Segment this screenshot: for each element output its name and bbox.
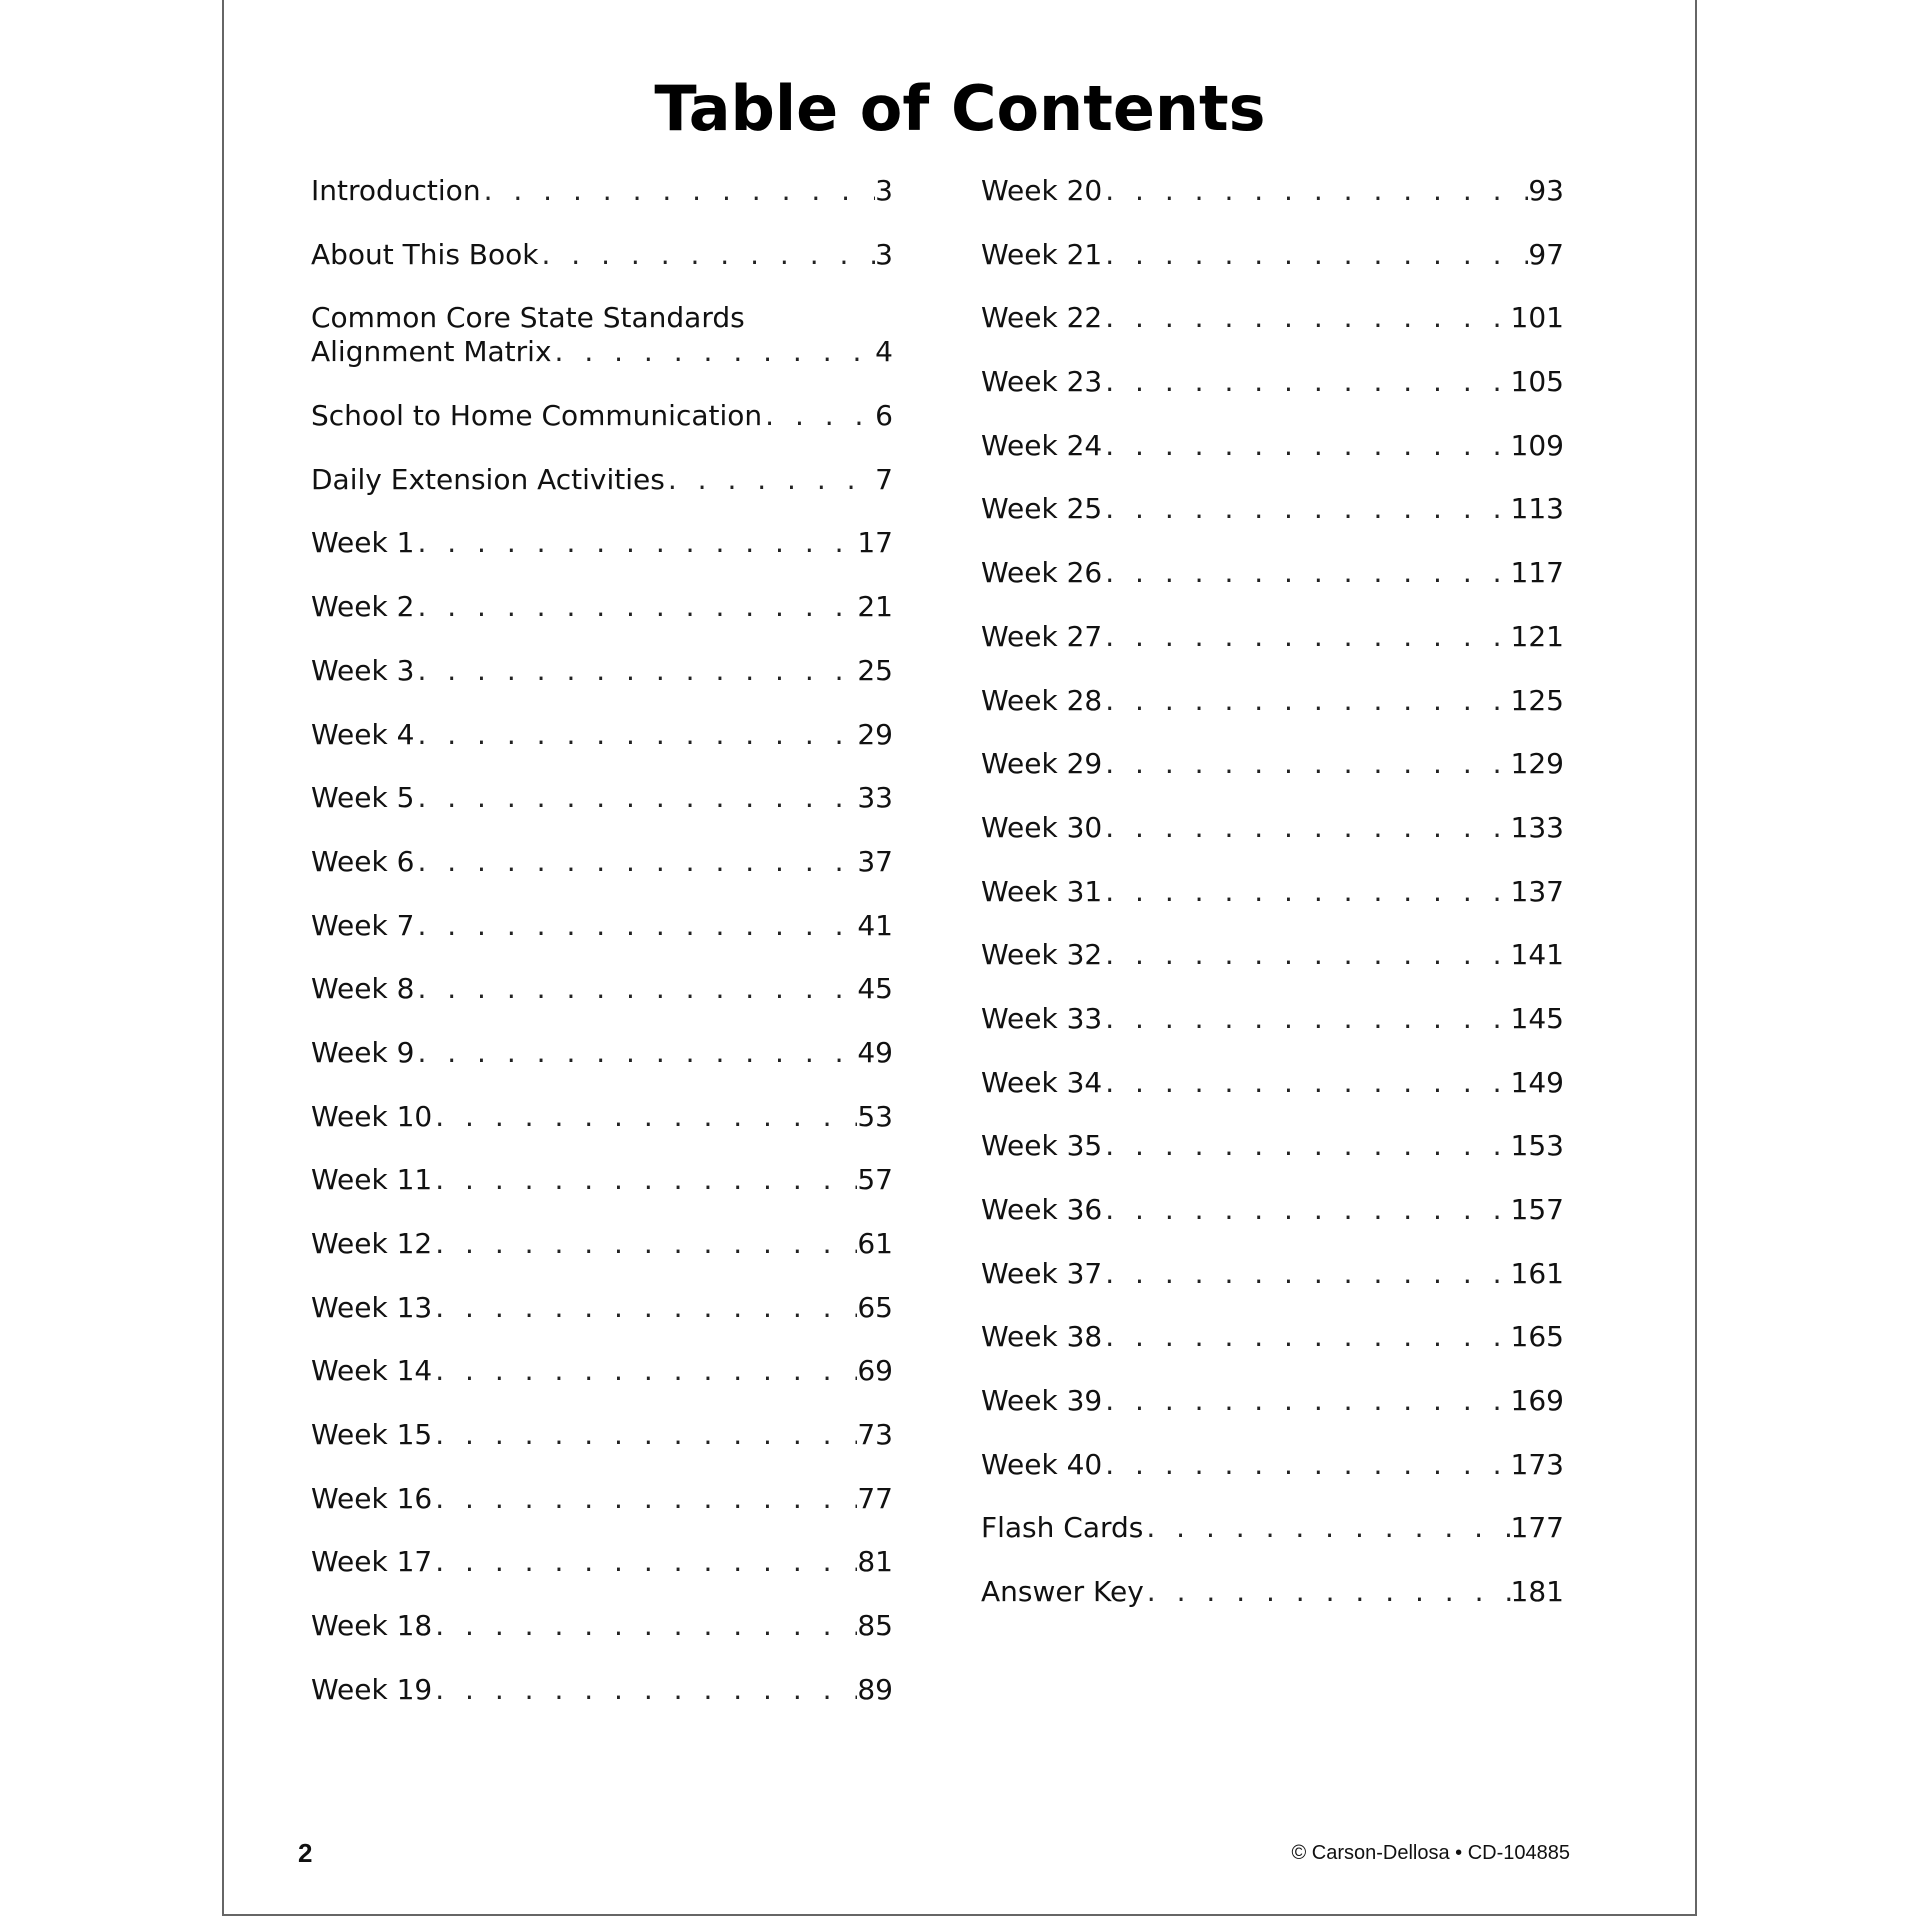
- toc-entry[interactable]: [981, 556, 1564, 590]
- dot-leader: [762, 399, 875, 433]
- toc-entry[interactable]: [311, 463, 893, 497]
- toc-entry-label: Week 40: [981, 1447, 1103, 1481]
- toc-entry[interactable]: [981, 875, 1564, 909]
- dot-leader: [1102, 684, 1510, 718]
- toc-entry[interactable]: [311, 718, 893, 752]
- toc-entry[interactable]: [981, 492, 1564, 526]
- toc-entry-label: Week 28: [981, 683, 1103, 717]
- toc-entry[interactable]: [311, 1227, 893, 1261]
- toc-entry-label: Week 3: [311, 653, 415, 687]
- toc-entry-page: 3: [875, 237, 893, 271]
- toc-entry-label: Week 10: [311, 1099, 433, 1133]
- toc-entry-page: 133: [1510, 810, 1564, 844]
- toc-entry-label: Week 17: [311, 1545, 433, 1579]
- dot-leader: [1102, 1066, 1510, 1100]
- dot-leader: [432, 1163, 857, 1197]
- toc-entry[interactable]: [981, 174, 1564, 208]
- toc-entry[interactable]: [981, 1448, 1564, 1482]
- toc-entry[interactable]: [311, 590, 893, 624]
- toc-entry-page: 17: [857, 526, 893, 560]
- dot-leader: [432, 1291, 857, 1325]
- toc-entry[interactable]: [311, 1291, 893, 1325]
- dot-leader: [414, 845, 857, 879]
- toc-entry-label: Week 34: [981, 1065, 1103, 1099]
- toc-entry-label: Week 33: [981, 1001, 1103, 1035]
- toc-right-column: [981, 174, 1564, 1639]
- toc-entry-page: 21: [857, 590, 893, 624]
- toc-entry-page: 6: [875, 399, 893, 433]
- toc-entry-page: 101: [1510, 301, 1564, 335]
- dot-leader: [539, 238, 876, 272]
- toc-entry-page: 81: [857, 1545, 893, 1579]
- toc-entry-page: 145: [1510, 1001, 1564, 1035]
- toc-entry-page: 69: [857, 1354, 893, 1388]
- dot-leader: [1102, 811, 1510, 845]
- toc-entry-label: School to Home Communication: [311, 399, 763, 433]
- toc-entry-page: 61: [857, 1227, 893, 1260]
- dot-leader: [1143, 1511, 1510, 1545]
- dot-leader: [1102, 556, 1510, 590]
- toc-entry-label: Week 19: [311, 1672, 433, 1706]
- toc-entry-label: Week 18: [311, 1609, 433, 1643]
- toc-entry[interactable]: [311, 1482, 893, 1516]
- toc-entry-page: 137: [1510, 874, 1564, 908]
- toc-entry-label: Week 9: [311, 1035, 415, 1069]
- dot-leader: [1102, 1002, 1510, 1036]
- toc-entry-page: 93: [1528, 174, 1564, 207]
- toc-entry-label: Week 24: [981, 428, 1103, 462]
- dot-leader: [1102, 1384, 1510, 1418]
- toc-entry-label: Week 20: [981, 174, 1103, 207]
- dot-leader: [1102, 1257, 1510, 1291]
- toc-entry[interactable]: [981, 1511, 1564, 1545]
- toc-entry[interactable]: [981, 1129, 1564, 1163]
- toc-entry[interactable]: [981, 811, 1564, 845]
- toc-entry-page: 141: [1510, 938, 1564, 972]
- dot-leader: [432, 1418, 857, 1452]
- dot-leader: [1102, 1448, 1510, 1482]
- toc-entry-label: Week 38: [981, 1320, 1103, 1354]
- dot-leader: [414, 590, 857, 624]
- toc-entry-page: 109: [1510, 428, 1564, 462]
- toc-entry-page: 125: [1510, 683, 1564, 717]
- toc-entry-page: 117: [1510, 556, 1564, 590]
- page-number: 2: [298, 1838, 313, 1868]
- dot-leader: [414, 972, 857, 1006]
- toc-entry[interactable]: [311, 238, 893, 272]
- dot-leader: [414, 654, 857, 688]
- dot-leader: [1102, 365, 1510, 399]
- toc-entry-label: Week 39: [981, 1384, 1103, 1418]
- toc-entry-page: 173: [1510, 1447, 1564, 1481]
- dot-leader: [432, 1545, 857, 1579]
- toc-entry-page: 113: [1510, 492, 1564, 526]
- toc-entry-page: 25: [857, 653, 893, 687]
- toc-entry[interactable]: [981, 1066, 1564, 1100]
- toc-entry[interactable]: [981, 365, 1564, 399]
- toc-entry[interactable]: [311, 1163, 893, 1197]
- dot-leader: [432, 1100, 857, 1134]
- toc-entry-label: Answer Key: [981, 1575, 1144, 1609]
- toc-entry-label-line1: Common Core State Standards: [311, 301, 745, 335]
- toc-entry-page: 149: [1510, 1065, 1564, 1099]
- toc-entry-label: Week 36: [981, 1193, 1103, 1226]
- toc-entry-page: 85: [857, 1609, 893, 1643]
- toc-entry-label: Week 11: [311, 1163, 433, 1197]
- toc-entry-page: 29: [857, 717, 893, 751]
- toc-entry-label: Week 12: [311, 1227, 433, 1260]
- toc-entry[interactable]: [981, 238, 1564, 272]
- dot-leader: [1102, 1320, 1510, 1354]
- toc-entry-page: 97: [1528, 237, 1564, 271]
- toc-entry[interactable]: [311, 1100, 893, 1134]
- toc-entry-label: Week 7: [311, 908, 415, 942]
- toc-entry[interactable]: [311, 1418, 893, 1452]
- dot-leader: [1102, 301, 1510, 335]
- dot-leader: [432, 1227, 857, 1261]
- toc-entry[interactable]: [311, 335, 893, 369]
- toc-entry-page: 49: [857, 1035, 893, 1069]
- toc-entry-page: 41: [857, 908, 893, 942]
- toc-entry-label: Introduction: [311, 174, 481, 207]
- dot-leader: [432, 1673, 857, 1707]
- toc-entry-page: 7: [875, 462, 893, 496]
- toc-entry[interactable]: [311, 1036, 893, 1070]
- toc-entry-label: Week 2: [311, 590, 415, 624]
- dot-leader: [1102, 492, 1510, 526]
- toc-entry[interactable]: [311, 654, 893, 688]
- toc-entry-label: Week 22: [981, 301, 1103, 335]
- toc-entry[interactable]: [981, 620, 1564, 654]
- toc-entry[interactable]: [981, 1320, 1564, 1354]
- toc-entry-label: Week 30: [981, 810, 1103, 844]
- dot-leader: [552, 335, 876, 369]
- toc-entry-label: Week 25: [981, 492, 1103, 526]
- dot-leader: [1102, 429, 1510, 463]
- dot-leader: [1102, 238, 1528, 272]
- toc-entry-label: Week 1: [311, 526, 415, 560]
- toc-entry-label: Week 21: [981, 237, 1103, 271]
- dot-leader: [414, 781, 857, 815]
- dot-leader: [1102, 875, 1510, 909]
- toc-entry-page: 105: [1510, 365, 1564, 399]
- toc-entry[interactable]: [311, 972, 893, 1006]
- toc-entry[interactable]: [981, 684, 1564, 718]
- toc-entry-label: Week 13: [311, 1290, 433, 1324]
- toc-entry[interactable]: [311, 845, 893, 879]
- toc-entry-page: 89: [857, 1672, 893, 1706]
- toc-entry-page: 169: [1510, 1384, 1564, 1418]
- toc-entry-label: Week 14: [311, 1354, 433, 1388]
- toc-entry-page: 4: [875, 335, 893, 369]
- toc-entry-page: 65: [857, 1290, 893, 1324]
- toc-entry[interactable]: [311, 781, 893, 815]
- dot-leader: [432, 1609, 857, 1643]
- toc-entry-page: 73: [857, 1418, 893, 1452]
- toc-entry[interactable]: [311, 174, 893, 208]
- dot-leader: [665, 463, 875, 497]
- dot-leader: [432, 1482, 857, 1516]
- toc-entry-label: Week 26: [981, 556, 1103, 590]
- toc-entry-page: 121: [1510, 619, 1564, 653]
- dot-leader: [1102, 620, 1510, 654]
- toc-entry[interactable]: [981, 429, 1564, 463]
- toc-entry-label: Week 35: [981, 1129, 1103, 1163]
- toc-entry[interactable]: [311, 399, 893, 433]
- toc-entry-page: 153: [1510, 1129, 1564, 1163]
- toc-entry-page: 129: [1510, 747, 1564, 781]
- dot-leader: [1102, 938, 1510, 972]
- dot-leader: [414, 1036, 857, 1070]
- dot-leader: [432, 1354, 857, 1388]
- dot-leader: [1102, 174, 1528, 208]
- toc-entry-page: 33: [857, 781, 893, 815]
- toc-entry-page: 77: [857, 1481, 893, 1515]
- toc-entry-label: Flash Cards: [981, 1511, 1144, 1545]
- toc-entry-label: Week 16: [311, 1481, 433, 1515]
- toc-entry[interactable]: [311, 1609, 893, 1643]
- toc-entry-label: Week 37: [981, 1256, 1103, 1290]
- toc-entry-page: 157: [1510, 1193, 1564, 1226]
- toc-entry-label: Alignment Matrix: [311, 335, 552, 369]
- toc-entry[interactable]: [311, 1673, 893, 1707]
- dot-leader: [1102, 747, 1510, 781]
- toc-entry[interactable]: [981, 1257, 1564, 1291]
- toc-entry-page: 45: [857, 972, 893, 1006]
- toc-entry-label: Week 23: [981, 365, 1103, 399]
- toc-entry[interactable]: [981, 1002, 1564, 1036]
- dot-leader: [1102, 1193, 1510, 1227]
- toc-entry-label: Week 31: [981, 874, 1103, 908]
- toc-entry[interactable]: [311, 1354, 893, 1388]
- toc-entry-label: Week 27: [981, 619, 1103, 653]
- toc-entry[interactable]: [311, 1545, 893, 1579]
- toc-entry-page: 57: [857, 1163, 893, 1197]
- page-title: Table of Contents: [654, 72, 1266, 145]
- dot-leader: [414, 909, 857, 943]
- dot-leader: [481, 174, 876, 208]
- toc-entry-page: 53: [857, 1099, 893, 1133]
- toc-left-column: [311, 174, 893, 1737]
- copyright: © Carson-Dellosa • CD-104885: [1291, 1842, 1570, 1864]
- toc-entry-label: Week 29: [981, 747, 1103, 781]
- toc-entry-label: Week 4: [311, 717, 415, 751]
- toc-entry[interactable]: [981, 1575, 1564, 1609]
- toc-entry-page: 181: [1510, 1575, 1564, 1609]
- toc-entry-label: Daily Extension Activities: [311, 462, 665, 496]
- toc-entry-label: Week 15: [311, 1418, 433, 1452]
- toc-entry-label: Week 32: [981, 938, 1103, 972]
- toc-entry[interactable]: [981, 747, 1564, 781]
- toc-entry-page: 3: [875, 174, 893, 207]
- toc-entry-page: 177: [1510, 1511, 1564, 1545]
- dot-leader: [414, 526, 857, 560]
- dot-leader: [1144, 1575, 1511, 1609]
- toc-entry[interactable]: [981, 1193, 1564, 1227]
- toc-entry[interactable]: [981, 938, 1564, 972]
- toc-entry-label: Week 6: [311, 844, 415, 878]
- toc-entry-page: 165: [1510, 1320, 1564, 1354]
- dot-leader: [414, 718, 857, 752]
- toc-entry-page: 161: [1510, 1256, 1564, 1290]
- toc-entry-label: Week 5: [311, 781, 415, 815]
- toc-entry[interactable]: [311, 909, 893, 943]
- dot-leader: [1102, 1129, 1510, 1163]
- toc-entry[interactable]: [981, 301, 1564, 335]
- toc-entry-label: About This Book: [311, 237, 539, 271]
- toc-entry-label: Week 8: [311, 972, 415, 1006]
- toc-entry[interactable]: [311, 526, 893, 560]
- toc-entry-page: 37: [857, 844, 893, 878]
- toc-entry[interactable]: [981, 1384, 1564, 1418]
